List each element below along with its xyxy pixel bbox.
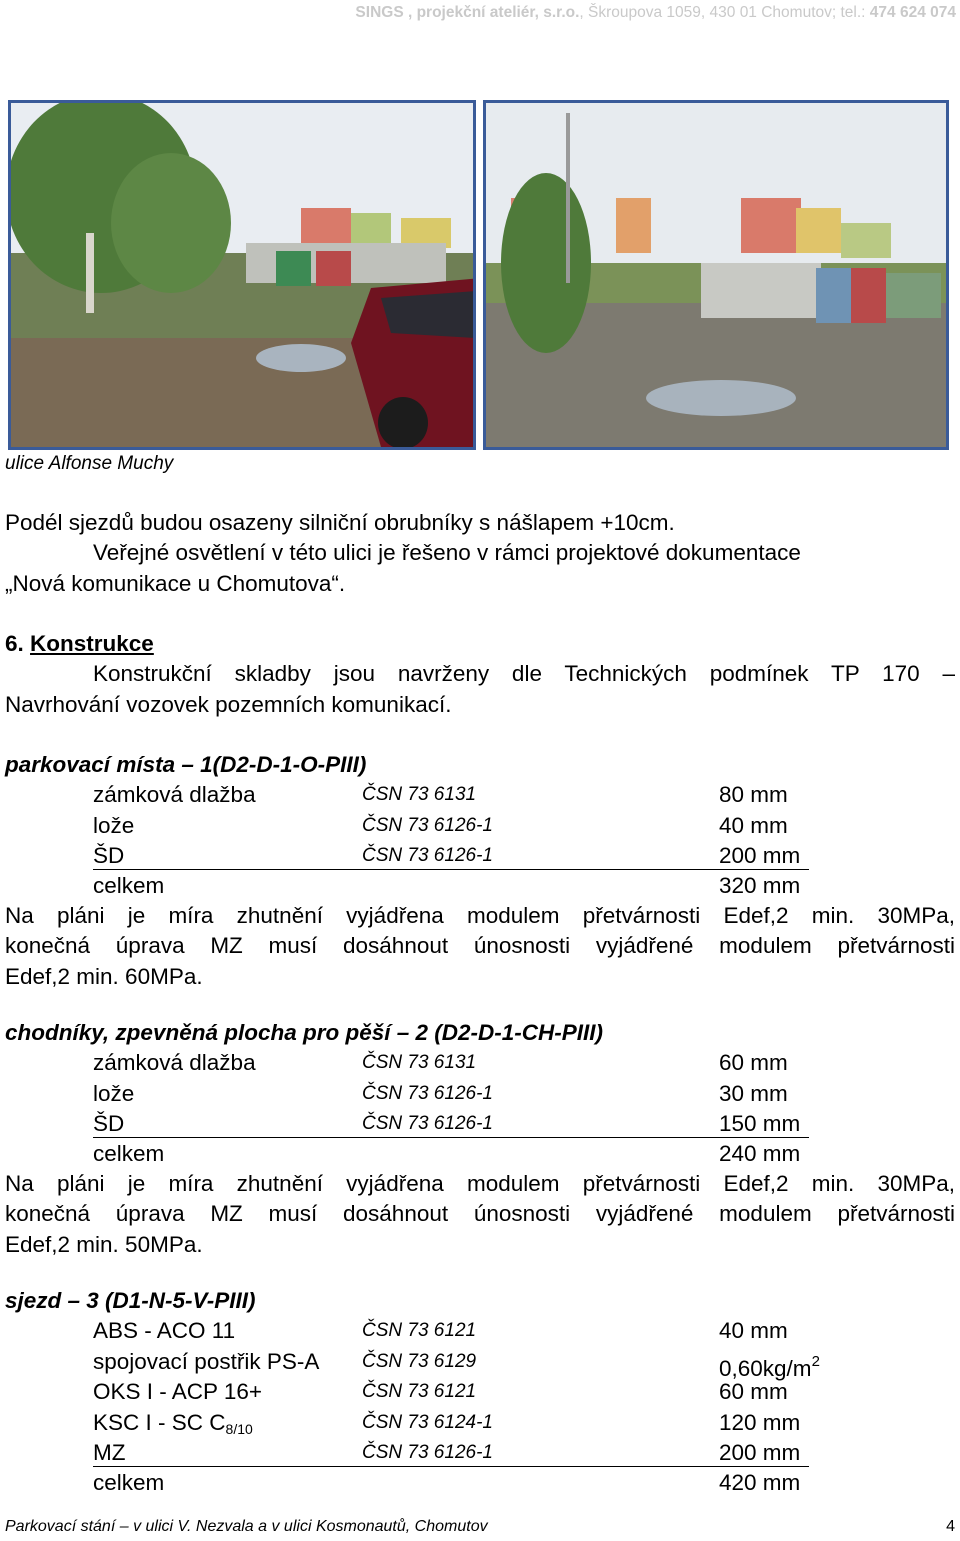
total-label: celkem xyxy=(93,1470,165,1495)
photo-left-image xyxy=(11,103,473,447)
layer-thickness: 30 mm xyxy=(719,1081,788,1106)
layer-name: ŠD xyxy=(93,1111,125,1136)
note-line-2: konečná úprava MZ musí dosáhnout únosnosti vyjádřené modulem přetvárnosti xyxy=(5,933,955,959)
total-thickness: 320 mm xyxy=(719,873,801,898)
total-row xyxy=(93,871,809,901)
layer-row xyxy=(93,1438,809,1467)
layer-thickness: 60 mm xyxy=(719,1379,788,1404)
layer-name: ŠD xyxy=(93,843,125,868)
layer-name: zámková dlažba xyxy=(93,782,256,807)
layer-norm: ČSN 73 6126-1 xyxy=(362,1083,493,1104)
layer-norm: ČSN 73 6126-1 xyxy=(362,1442,493,1463)
total-row xyxy=(93,1468,809,1498)
total-label: celkem xyxy=(93,1141,165,1166)
section-konstrukce xyxy=(5,629,955,720)
block-note-parking xyxy=(5,901,955,992)
layer-thickness: 200 mm xyxy=(719,1440,801,1465)
note-line-1: Na pláni je míra zhutnění vyjádřena modulem přetvárnosti Edef,2 min. 30MPa, xyxy=(5,1171,955,1196)
block-note-sidewalk xyxy=(5,1169,955,1260)
layer-norm: ČSN 73 6124-1 xyxy=(362,1412,493,1433)
layer-row xyxy=(93,811,809,841)
intro-line-2: Veřejné osvětlení v této ulici je řešeno v rámci projektové dokumentace xyxy=(93,540,801,566)
layer-name: ABS - ACO 11 xyxy=(93,1318,236,1343)
layer-row xyxy=(93,1347,820,1381)
page-footer xyxy=(5,1518,955,1536)
section-text-line-1: Konstrukční skladby jsou navrženy dle Technických podmínek TP 170 – xyxy=(93,661,955,687)
section-title: Konstrukce xyxy=(30,631,154,656)
layer-row xyxy=(93,841,809,870)
layer-thickness: 150 mm xyxy=(719,1111,801,1136)
company-name: SINGS , projekční ateliér, s.r.o. xyxy=(355,4,580,21)
layer-row xyxy=(93,1048,809,1078)
layer-name: zámková dlažba xyxy=(93,1050,256,1075)
layer-thickness: 60 mm xyxy=(719,1050,788,1075)
block-title-parking: parkovací místa – 1(D2-D-1-O-PIII) xyxy=(5,752,367,777)
total-label: celkem xyxy=(93,873,165,898)
layer-norm: ČSN 73 6131 xyxy=(362,1052,477,1073)
photo-right xyxy=(483,100,949,450)
layer-thickness-value: 0,60kg/m xyxy=(719,1356,812,1381)
page-number: 4 xyxy=(946,1518,955,1535)
layer-norm: ČSN 73 6121 xyxy=(362,1320,477,1341)
photo-left xyxy=(8,100,476,450)
section-heading xyxy=(5,629,955,659)
layer-thickness: 120 mm xyxy=(719,1410,801,1435)
layer-name: MZ xyxy=(93,1440,126,1465)
layer-row xyxy=(93,1408,809,1438)
note-line-1: Na pláni je míra zhutnění vyjádřena modulem přetvárnosti Edef,2 min. 30MPa, xyxy=(5,903,955,928)
photo-caption: ulice Alfonse Muchy xyxy=(5,453,174,474)
layer-norm: ČSN 73 6121 xyxy=(362,1381,477,1402)
note-line-2: konečná úprava MZ musí dosáhnout únosnosti vyjádřené modulem přetvárnosti xyxy=(5,1201,955,1227)
layer-thickness-exponent: 2 xyxy=(811,1353,820,1370)
section-number: 6. xyxy=(5,631,24,656)
layer-row xyxy=(93,1109,809,1138)
layer-row xyxy=(93,1079,809,1109)
block-title-driveway: sjezd – 3 (D1-N-5-V-PIII) xyxy=(5,1288,256,1313)
layer-norm: ČSN 73 6126-1 xyxy=(362,845,493,866)
layer-norm: ČSN 73 6129 xyxy=(362,1351,477,1372)
layer-norm: ČSN 73 6126-1 xyxy=(362,815,493,836)
layer-row xyxy=(93,1316,809,1346)
layer-name: lože xyxy=(93,813,135,838)
layer-name: spojovací postřik PS-A xyxy=(93,1349,320,1374)
layer-norm: ČSN 73 6131 xyxy=(362,784,477,805)
layer-name-main: KSC I - SC C xyxy=(93,1410,226,1435)
company-phone: 474 624 074 xyxy=(865,4,956,21)
layer-norm: ČSN 73 6126-1 xyxy=(362,1113,493,1134)
layer-thickness: 40 mm xyxy=(719,1318,788,1343)
layer-name: lože xyxy=(93,1081,135,1106)
total-thickness: 240 mm xyxy=(719,1141,801,1166)
company-address: , Škroupova 1059, 430 01 Chomutov; tel.: xyxy=(579,4,866,21)
block-title-sidewalk: chodníky, zpevněná plocha pro pěší – 2 (D2-D-1-CH-PIII) xyxy=(5,1020,604,1045)
layer-thickness: 200 mm xyxy=(719,843,801,868)
layer-name: OKS I - ACP 16+ xyxy=(93,1379,263,1404)
intro-text xyxy=(5,508,955,599)
total-row xyxy=(93,1139,809,1169)
section-text-line-2: Navrhování vozovek pozemních komunikací. xyxy=(5,691,452,717)
layer-row xyxy=(93,780,809,810)
intro-line-3: „Nová komunikace u Chomutova“. xyxy=(5,570,346,596)
intro-line-1: Podél sjezdů budou osazeny silniční obrubníky s nášlapem +10cm. xyxy=(5,510,675,535)
photo-right-image xyxy=(486,103,946,447)
note-line-3: Edef,2 min. 60MPa. xyxy=(5,963,203,989)
layer-thickness: 80 mm xyxy=(719,782,788,807)
total-thickness: 420 mm xyxy=(719,1470,801,1495)
page-header xyxy=(355,4,956,22)
footer-text: Parkovací stání – v ulici V. Nezvala a v ulici Kosmonautů, Chomutov xyxy=(5,1518,488,1535)
layer-thickness: 40 mm xyxy=(719,813,788,838)
note-line-3: Edef,2 min. 50MPa. xyxy=(5,1231,203,1257)
layer-name-subscript: 8/10 xyxy=(225,1421,253,1437)
layer-row xyxy=(93,1377,809,1407)
